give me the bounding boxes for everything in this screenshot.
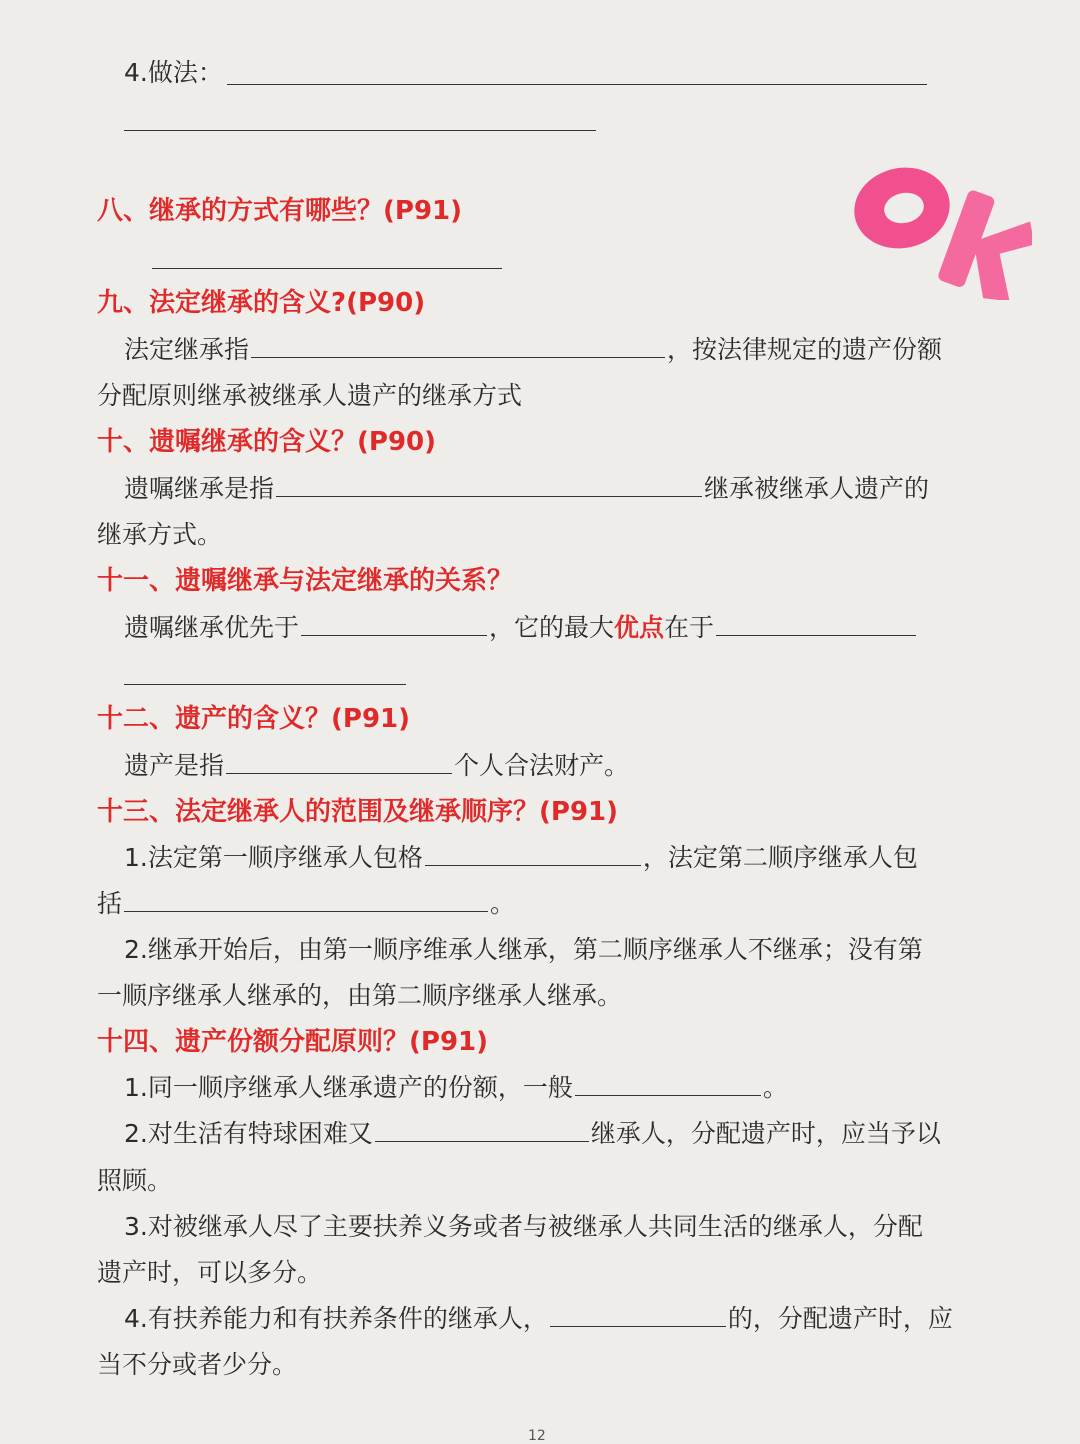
sticker-o-letter	[850, 159, 957, 257]
section-14-heading: 十四、遗产份额分配原则？(P91)	[97, 1027, 489, 1057]
answer-blank[interactable]	[124, 889, 488, 912]
answer-blank[interactable]	[550, 1304, 726, 1327]
answer-blank[interactable]	[226, 751, 452, 774]
text: 括	[97, 889, 123, 918]
section-14-para-4: 3.对被继承人尽了主要扶养义务或者与被继承人共同生活的继承人，分配	[124, 1212, 923, 1241]
item-4-label: 4.做法：	[124, 58, 223, 87]
answer-blank[interactable]	[425, 843, 641, 866]
page-number: 12	[528, 1428, 546, 1444]
section-13-para-3: 2.继承开始后，由第一顺序维承人继承，第二顺序继承人不继承；没有第	[124, 935, 923, 964]
section-10-heading: 十、遗嘱继承的含义？(P90)	[97, 427, 437, 457]
text: 遗嘱继承是指	[124, 474, 275, 503]
section-14-para-3: 照顾。	[97, 1166, 173, 1195]
section-14-para-7: 当不分或者少分。	[97, 1350, 298, 1379]
text: 1.法定第一顺序继承人包格	[124, 843, 423, 872]
section-11-para-1	[124, 611, 918, 645]
answer-blank[interactable]	[227, 84, 927, 85]
section-13-heading: 十三、法定继承人的范围及继承顺序？(P91)	[97, 797, 619, 827]
text: 遗嘱继承优先于	[124, 613, 300, 642]
answer-blank[interactable]	[276, 474, 702, 497]
section-12-para-1	[124, 749, 629, 783]
section-11-heading: 十一、遗嘱继承与法定继承的关系？	[97, 566, 514, 596]
section-13-para-4: 一顺序继承人继承的，由第二顺序继承人继承。	[97, 981, 623, 1010]
section-14-para-5: 遗产时，可以多分。	[97, 1258, 323, 1287]
text: 法定继承指	[124, 335, 250, 364]
answer-blank[interactable]	[375, 1119, 589, 1142]
answer-blank[interactable]	[251, 335, 665, 358]
text: 个人合法财产。	[454, 751, 630, 780]
text: 1.同一顺序继承人继承遗产的份额，一般	[124, 1073, 573, 1102]
text: 4.有扶养能力和有扶养条件的继承人，	[124, 1304, 548, 1333]
text: ，它的最大	[489, 613, 615, 642]
answer-blank[interactable]	[301, 613, 487, 636]
answer-blank[interactable]	[152, 268, 502, 269]
text: 。	[762, 1073, 788, 1102]
section-13-para-2	[97, 887, 515, 921]
answer-blank[interactable]	[124, 130, 596, 131]
section-14-para-6	[124, 1302, 953, 1336]
text: 在于	[664, 613, 715, 642]
answer-blank[interactable]	[716, 613, 916, 636]
section-10-para-2: 继承方式。	[97, 520, 223, 549]
section-14-para-2	[124, 1117, 941, 1151]
text: 的，分配遗产时，应	[727, 1304, 953, 1333]
text: 。	[490, 889, 516, 918]
ok-sticker	[850, 158, 1032, 300]
section-9-para-2: 分配原则继承被继承人遗产的继承方式	[97, 381, 523, 410]
text: ，法定第二顺序继承人包	[642, 843, 918, 872]
text: 继承人，分配遗产时，应当予以	[590, 1119, 941, 1148]
section-13-para-1	[124, 841, 918, 875]
section-9-para-1	[124, 333, 942, 367]
sticker-k-letter	[936, 189, 1032, 300]
text: 继承被继承人遗产的	[704, 474, 930, 503]
text: 2.对生活有特球困难又	[124, 1119, 373, 1148]
section-14-para-1	[124, 1071, 788, 1105]
section-8-heading: 八、继承的方式有哪些？(P91)	[97, 196, 463, 226]
section-12-heading: 十二、遗产的含义？(P91)	[97, 704, 411, 734]
answer-blank[interactable]	[124, 684, 406, 685]
item-4-line	[124, 56, 223, 90]
highlight-text: 优点	[614, 613, 665, 642]
text: 遗产是指	[124, 751, 225, 780]
section-9-heading: 九、法定继承的含义?(P90)	[97, 288, 426, 318]
text: ，按法律规定的遗产份额	[667, 335, 943, 364]
answer-blank[interactable]	[575, 1073, 761, 1096]
section-10-para-1	[124, 472, 929, 506]
